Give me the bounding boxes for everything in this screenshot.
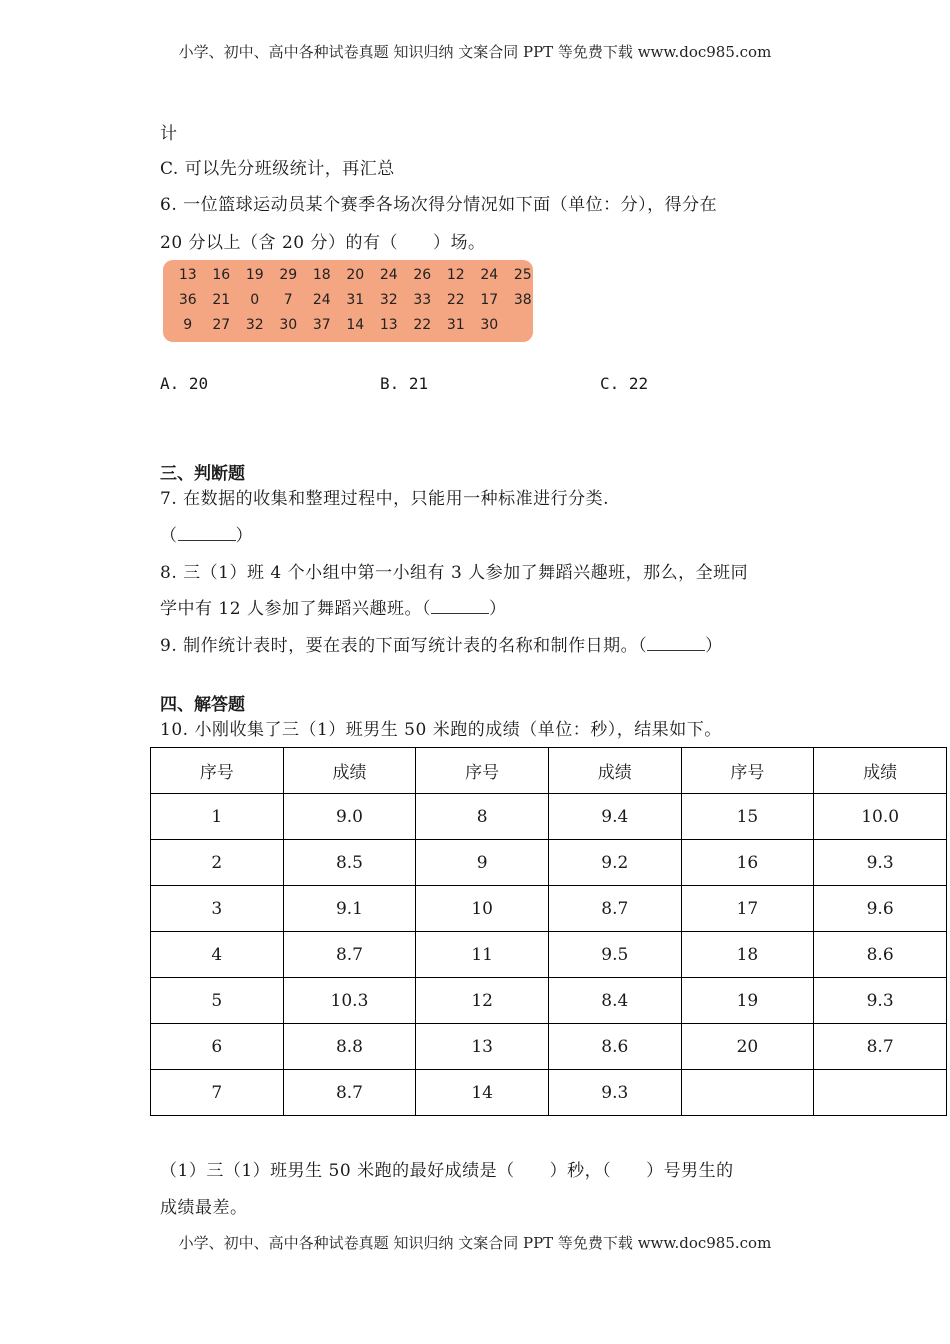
table-cell: 8.5 xyxy=(283,840,416,886)
q6-option-c[interactable]: C. 22 xyxy=(600,374,649,393)
table-cell: 10.3 xyxy=(283,978,416,1024)
q9-blank[interactable] xyxy=(647,636,705,651)
table-header-row xyxy=(151,748,947,794)
table-header: 成绩 xyxy=(814,748,947,794)
score-cell: 9 xyxy=(183,317,193,333)
table-row xyxy=(151,1070,947,1116)
table-cell: 3 xyxy=(151,886,284,932)
page-header: 小学、初中、高中各种试卷真题 知识归纳 文案合同 PPT 等免费下载 www.doc985.com xyxy=(178,43,772,61)
score-cell: 22 xyxy=(413,317,432,333)
score-cell: 7 xyxy=(283,292,293,308)
q6-option-a[interactable]: A. 20 xyxy=(160,374,209,393)
table-cell: 18 xyxy=(681,932,814,978)
score-cell: 26 xyxy=(413,267,432,283)
q6-line2: 20 分以上（含 20 分）的有（ ）场。 xyxy=(160,233,486,253)
q8-blank[interactable] xyxy=(431,599,489,614)
score-cell: 19 xyxy=(245,267,264,283)
q6-line1: 6. 一位篮球运动员某个赛季各场次得分情况如下面（单位：分），得分在 xyxy=(160,195,718,215)
table-cell: 19 xyxy=(681,978,814,1024)
q7-answer-blank xyxy=(160,521,253,546)
q7-line1: 7. 在数据的收集和整理过程中，只能用一种标准进行分类. xyxy=(160,489,610,509)
sub1-line1: （1）三（1）班男生 50 米跑的最好成绩是（ ）秒，（ ）号男生的 xyxy=(160,1161,734,1181)
score-cell: 22 xyxy=(446,292,465,308)
table-cell: 11 xyxy=(416,932,549,978)
table-cell: 20 xyxy=(681,1024,814,1070)
table-cell: 6 xyxy=(151,1024,284,1070)
score-cell: 0 xyxy=(250,292,260,308)
table-header: 序号 xyxy=(151,748,284,794)
score-cell: 13 xyxy=(379,317,398,333)
score-box xyxy=(163,260,533,342)
score-cell: 38 xyxy=(513,292,532,308)
score-cell: 24 xyxy=(312,292,331,308)
score-cell: 32 xyxy=(379,292,398,308)
score-cell: 25 xyxy=(513,267,532,283)
q7-paren-open: （ xyxy=(160,526,178,546)
q7-paren-close: ） xyxy=(235,526,253,546)
score-cell: 21 xyxy=(212,292,231,308)
table-cell xyxy=(681,1070,814,1116)
table-cell: 8.4 xyxy=(548,978,681,1024)
table-cell: 9.2 xyxy=(548,840,681,886)
table-row xyxy=(151,840,947,886)
table-cell: 8.7 xyxy=(814,1024,947,1070)
table-cell: 9.3 xyxy=(548,1070,681,1116)
running-scores-table xyxy=(150,747,947,1116)
score-cell: 14 xyxy=(346,317,365,333)
score-cell: 17 xyxy=(480,292,499,308)
table-header: 序号 xyxy=(416,748,549,794)
table-cell: 16 xyxy=(681,840,814,886)
table-cell: 5 xyxy=(151,978,284,1024)
score-cell: 37 xyxy=(312,317,331,333)
table-cell: 8.8 xyxy=(283,1024,416,1070)
q8-line2-wrap xyxy=(160,594,506,619)
score-row-2 xyxy=(171,292,540,316)
table-header: 成绩 xyxy=(283,748,416,794)
table-cell: 9.5 xyxy=(548,932,681,978)
score-cell: 13 xyxy=(178,267,197,283)
table-cell: 13 xyxy=(416,1024,549,1070)
section4-title: 四、解答题 xyxy=(160,695,245,715)
score-row-3 xyxy=(171,317,506,341)
q9-text: 9. 制作统计表时，要在表的下面写统计表的名称和制作日期。（ xyxy=(160,636,648,656)
q8-paren-close: ） xyxy=(488,599,507,619)
table-cell: 8.6 xyxy=(548,1024,681,1070)
table-cell: 10.0 xyxy=(814,794,947,840)
score-cell: 24 xyxy=(379,267,398,283)
table-cell: 9.4 xyxy=(548,794,681,840)
section3-title: 三、判断题 xyxy=(160,464,245,484)
page-footer: 小学、初中、高中各种试卷真题 知识归纳 文案合同 PPT 等免费下载 www.doc985.com xyxy=(178,1234,772,1252)
table-cell: 8.7 xyxy=(548,886,681,932)
score-cell: 18 xyxy=(312,267,331,283)
q5-tail: 计 xyxy=(160,124,178,144)
table-header: 成绩 xyxy=(548,748,681,794)
table-row xyxy=(151,978,947,1024)
score-cell: 33 xyxy=(413,292,432,308)
q8-line2: 学中有 12 人参加了舞蹈兴趣班。（ xyxy=(160,599,431,619)
table-cell: 17 xyxy=(681,886,814,932)
q5-option-c: C. 可以先分班级统计，再汇总 xyxy=(160,159,395,179)
score-cell: 31 xyxy=(346,292,365,308)
table-cell: 8.7 xyxy=(283,1070,416,1116)
table-row xyxy=(151,794,947,840)
score-cell: 20 xyxy=(346,267,365,283)
table-header: 序号 xyxy=(681,748,814,794)
q8-line1: 8. 三（1）班 4 个小组中第一小组有 3 人参加了舞蹈兴趣班，那么，全班同 xyxy=(160,563,749,583)
q9-paren-close: ） xyxy=(705,636,723,656)
q6-option-b[interactable]: B. 21 xyxy=(380,374,429,393)
score-cell: 30 xyxy=(279,317,298,333)
table-row xyxy=(151,932,947,978)
table-cell: 8.7 xyxy=(283,932,416,978)
table-cell: 9.3 xyxy=(814,978,947,1024)
table-cell: 9.1 xyxy=(283,886,416,932)
table-cell: 15 xyxy=(681,794,814,840)
score-cell: 27 xyxy=(212,317,231,333)
score-cell: 36 xyxy=(178,292,197,308)
score-cell: 29 xyxy=(279,267,298,283)
table-cell: 9.0 xyxy=(283,794,416,840)
q10-text: 10. 小刚收集了三（1）班男生 50 米跑的成绩（单位：秒），结果如下。 xyxy=(160,720,722,740)
table-cell xyxy=(814,1070,947,1116)
table-cell: 7 xyxy=(151,1070,284,1116)
q9-wrap xyxy=(160,631,723,656)
table-cell: 2 xyxy=(151,840,284,886)
table-cell: 12 xyxy=(416,978,549,1024)
q7-blank[interactable] xyxy=(178,526,236,541)
table-cell: 9 xyxy=(416,840,549,886)
score-row-1 xyxy=(171,267,540,291)
score-cell: 16 xyxy=(212,267,231,283)
score-cell: 30 xyxy=(480,317,499,333)
score-cell: 24 xyxy=(480,267,499,283)
table-cell: 4 xyxy=(151,932,284,978)
score-cell: 32 xyxy=(245,317,264,333)
table-cell: 14 xyxy=(416,1070,549,1116)
score-cell: 31 xyxy=(446,317,465,333)
score-cell: 12 xyxy=(446,267,465,283)
table-row xyxy=(151,1024,947,1070)
sub1-line2: 成绩最差。 xyxy=(160,1198,248,1218)
table-cell: 9.6 xyxy=(814,886,947,932)
table-cell: 8 xyxy=(416,794,549,840)
table-cell: 8.6 xyxy=(814,932,947,978)
table-cell: 9.3 xyxy=(814,840,947,886)
table-row xyxy=(151,886,947,932)
table-cell: 10 xyxy=(416,886,549,932)
table-cell: 1 xyxy=(151,794,284,840)
